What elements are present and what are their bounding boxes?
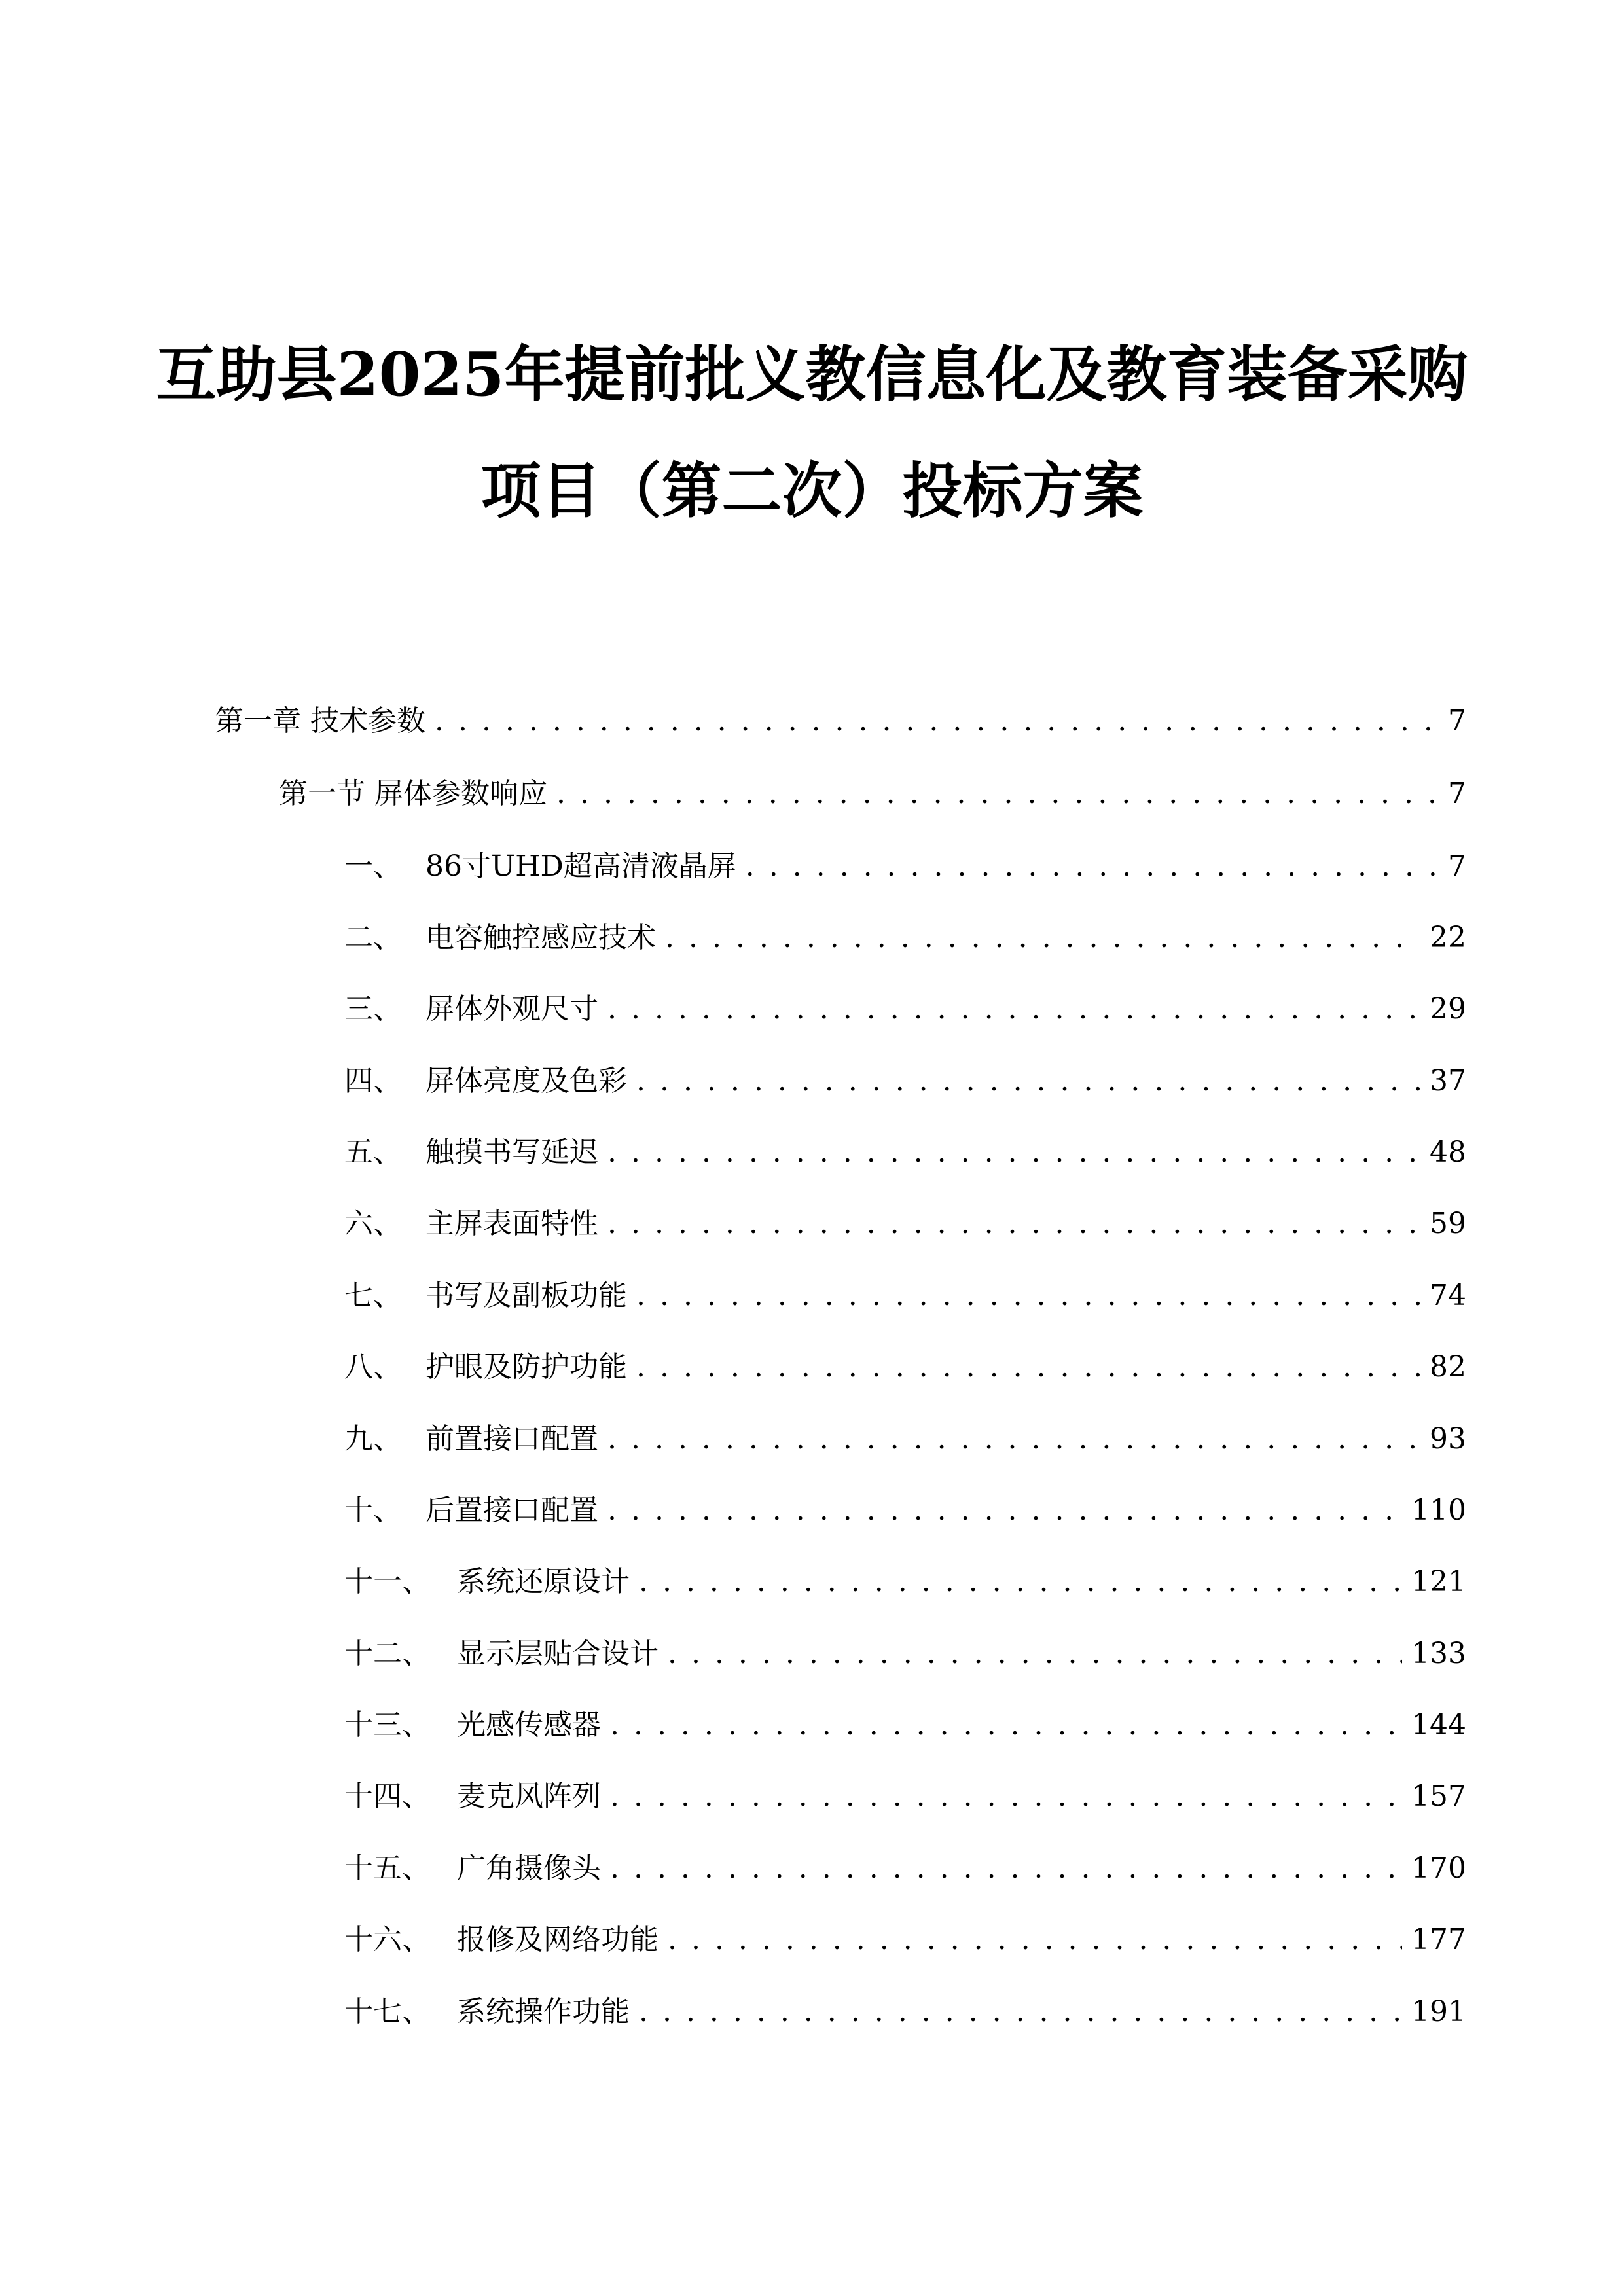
toc-item-number: 八、 [344, 1350, 402, 1384]
toc-item-page: 7 [1448, 850, 1466, 883]
toc-item[interactable] [344, 1488, 1466, 1534]
toc-item-label: 触摸书写延迟 [425, 1136, 598, 1169]
document-title-line2: 项目（第二次）投标方案 [480, 456, 1144, 526]
toc-item-number: 六、 [344, 1207, 402, 1240]
toc-leader [639, 1989, 1402, 2035]
toc-item-label: 后置接口配置 [425, 1494, 598, 1527]
toc-leader [607, 1201, 1420, 1247]
toc-leader [610, 1846, 1402, 1892]
toc-item[interactable] [344, 1846, 1466, 1892]
toc-item-page: 110 [1411, 1494, 1466, 1527]
toc-leader [435, 698, 1439, 744]
toc-item-page: 82 [1430, 1350, 1466, 1384]
toc-item-number: 三、 [344, 992, 402, 1026]
toc-item[interactable] [344, 1917, 1466, 1963]
toc-item-page: 170 [1411, 1852, 1466, 1885]
toc-item-number: 十二、 [344, 1637, 431, 1670]
toc-item[interactable] [344, 1631, 1466, 1677]
toc-chapter-page: 7 [1448, 704, 1466, 738]
toc-leader [639, 1559, 1402, 1605]
toc-leader [668, 1631, 1402, 1677]
toc-item-number: 十五、 [344, 1852, 431, 1885]
toc-item[interactable] [344, 915, 1466, 961]
toc-item-label: 系统还原设计 [457, 1565, 630, 1598]
toc-item-number: 十三、 [344, 1708, 431, 1742]
toc-item[interactable] [344, 986, 1466, 1032]
toc-item-page: 22 [1430, 921, 1466, 954]
toc-item-number: 十、 [344, 1494, 402, 1527]
toc-section-page: 7 [1448, 777, 1466, 810]
toc-item-label: 护眼及防护功能 [425, 1350, 627, 1384]
toc-item-label: 书写及副板功能 [425, 1279, 627, 1312]
toc-item[interactable] [344, 1989, 1466, 2035]
toc-item-page: 133 [1411, 1637, 1466, 1670]
toc-item-page: 74 [1430, 1279, 1466, 1312]
toc-item[interactable] [344, 1201, 1466, 1247]
toc-chapter-label: 第一章 技术参数 [215, 704, 425, 738]
toc-item-label: 屏体外观尺寸 [425, 992, 598, 1026]
toc-item-number: 十四、 [344, 1780, 431, 1813]
toc-item-page: 48 [1430, 1136, 1466, 1169]
toc-item[interactable] [344, 1559, 1466, 1605]
toc-item-page: 144 [1411, 1708, 1466, 1742]
toc-leader [556, 771, 1439, 817]
toc-item[interactable] [344, 1702, 1466, 1748]
toc-leader [665, 915, 1420, 961]
document-title-line1: 互助县2025年提前批义教信息化及教育装备采购 [156, 339, 1468, 410]
toc-item[interactable] [344, 1273, 1466, 1319]
toc-item[interactable] [344, 1130, 1466, 1175]
toc-leader [607, 1488, 1402, 1534]
toc-item-page: 177 [1411, 1923, 1466, 1956]
toc-item-page: 157 [1411, 1780, 1466, 1813]
toc-section[interactable] [279, 771, 1466, 817]
toc-item[interactable] [344, 1774, 1466, 1820]
toc-item-label: 电容触控感应技术 [425, 921, 656, 954]
toc-chapter[interactable] [215, 698, 1466, 744]
toc-item-number: 一、 [344, 850, 402, 883]
toc-item-page: 93 [1430, 1422, 1466, 1456]
toc-item-number: 二、 [344, 921, 402, 954]
toc-item-number: 七、 [344, 1279, 402, 1312]
toc-item-page: 59 [1430, 1207, 1466, 1240]
toc-item-label: 主屏表面特性 [425, 1207, 598, 1240]
toc-item-number: 九、 [344, 1422, 402, 1456]
toc-item-page: 191 [1411, 1995, 1466, 2028]
toc-section-label: 第一节 屏体参数响应 [279, 777, 547, 810]
toc-leader [610, 1702, 1402, 1748]
toc-item-label: 86寸UHD超高清液晶屏 [425, 850, 736, 883]
toc-item-number: 四、 [344, 1064, 402, 1098]
toc-item-label: 光感传感器 [457, 1708, 601, 1742]
toc-item[interactable] [344, 1416, 1466, 1462]
toc-leader [610, 1774, 1402, 1820]
toc-item-number: 十七、 [344, 1995, 431, 2028]
toc-leader [607, 1416, 1420, 1462]
toc-item-number: 十一、 [344, 1565, 431, 1598]
toc-item-label: 屏体亮度及色彩 [425, 1064, 627, 1098]
toc-item[interactable] [344, 844, 1466, 889]
toc-leader [607, 1130, 1420, 1175]
toc-leader [746, 844, 1439, 889]
toc-leader [607, 986, 1420, 1032]
toc-item-label: 前置接口配置 [425, 1422, 598, 1456]
toc-item-page: 29 [1430, 992, 1466, 1026]
toc-item-label: 麦克风阵列 [457, 1780, 601, 1813]
toc-item-page: 37 [1430, 1064, 1466, 1098]
toc-item[interactable] [344, 1344, 1466, 1390]
toc-leader [636, 1344, 1420, 1390]
toc-leader [636, 1058, 1420, 1104]
toc-item-label: 报修及网络功能 [457, 1923, 659, 1956]
toc-item-label: 广角摄像头 [457, 1852, 601, 1885]
toc-item-label: 显示层贴合设计 [457, 1637, 659, 1670]
toc-item[interactable] [344, 1058, 1466, 1104]
toc-item-number: 十六、 [344, 1923, 431, 1956]
toc-leader [668, 1917, 1402, 1963]
toc-item-label: 系统操作功能 [457, 1995, 630, 2028]
toc-item-page: 121 [1411, 1565, 1466, 1598]
toc-leader [636, 1273, 1420, 1319]
toc-item-number: 五、 [344, 1136, 402, 1169]
